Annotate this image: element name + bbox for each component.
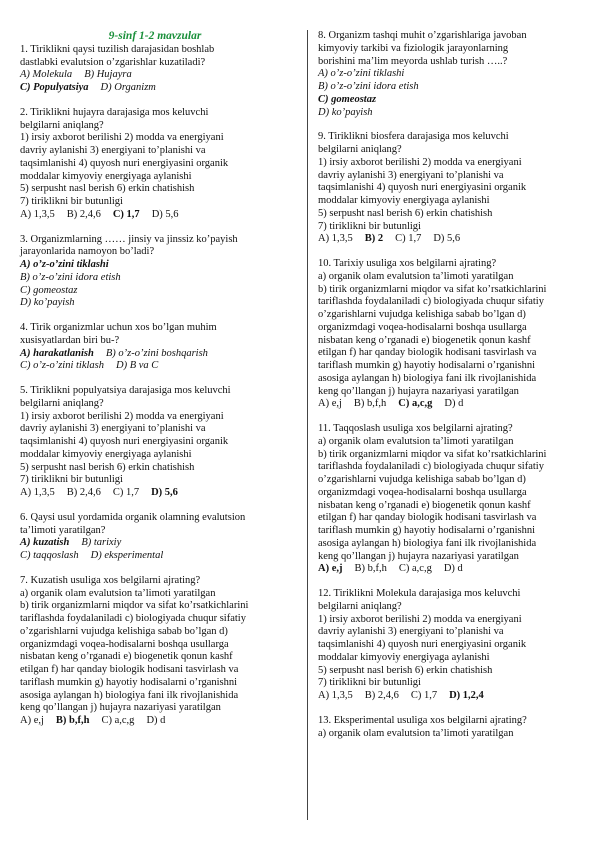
question-line: borishini ma’lim meyorda ushlab turish …..? [318, 55, 508, 67]
answer-options-row [20, 297, 290, 310]
question-line: taqsimlanishi 4) quyosh nuri energiyasini organik [20, 157, 229, 169]
question-line: keng qo’llangan j) hujayra nazariyasi yaratilgan [318, 550, 519, 562]
page-title: 9-sinf 1-2 mavzular [108, 30, 202, 42]
question-line: etilgan f) har qanday biologik hodisani tasvirlash va [20, 664, 239, 675]
answer-option: C) a,c,g [398, 563, 432, 575]
answer-option: D) B va C [116, 360, 159, 372]
answer-options-row [318, 94, 588, 107]
answer-option-correct: D) 1,2,4 [449, 690, 484, 701]
question-line: etilgan f) har qanday biologik hodisani tasvirlash va [318, 347, 537, 359]
question-line: b) tirik organizmlarni miqdor va sifat ko’rsatkichlarini [318, 283, 547, 295]
question-line: organizmdagi voqea-hodisalarni boshqa usullarga [318, 486, 527, 498]
question-line: etilgan f) har qanday biologik hodisani tasvirlash va [318, 512, 537, 524]
answer-option: B) 2,4,6 [364, 690, 399, 701]
answer-option: D) ko’payish [20, 297, 75, 309]
answer-option: C) 1,7 [395, 233, 422, 245]
question-text: 11. Taqqoslash usuliga xos belgilarni ajrating? [318, 423, 513, 434]
question-line: asosiga aylangan h) biologiya fani ilk rivojlanishida [318, 372, 537, 384]
question-line: kimyoviy tarkibi va fiziologik jarayonlarning [318, 42, 509, 54]
answer-options-row [20, 550, 290, 563]
answer-option: D) eksperimental [90, 550, 164, 561]
answer-option: D) d [443, 563, 463, 575]
answer-option-correct: D) 5,6 [151, 487, 178, 498]
answer-options-row [318, 690, 588, 703]
question-block [318, 588, 588, 703]
question-text: 1. Tiriklikni qaysi tuzilish darajasidan boshlab [20, 43, 215, 55]
question-block [20, 512, 290, 563]
answer-option: D) ko’payish [318, 106, 373, 118]
question-line: belgilarni aniqlang? [318, 600, 402, 612]
question-text: 4. Tirik organizmlar uchun xos bo’lgan muhim [20, 322, 217, 333]
question-line: b) tirik organizmlarni miqdor va sifat ko’rsatkichlarini [20, 600, 249, 612]
question-line: o’zgarishlarni vujudga kelishiga sabab bo’lgan d) [318, 309, 526, 320]
answer-option: B) tarixiy [81, 537, 122, 549]
question-line: taqsimlanishi 4) quyosh nuri energiyasini organik [20, 436, 229, 447]
question-line: tariflash mumkin g) hayotiy hodisalarni o’rganishni [318, 525, 536, 536]
question-line: 5) serpusht nasl berish 6) erkin chatishish [20, 183, 195, 195]
question-text: 8. Organizm tashqi muhit o’zgarishlariga javoban [318, 30, 527, 41]
answer-option: A) 1,3,5 [20, 487, 55, 498]
answer-options-row [318, 563, 588, 576]
question-text: 13. Eksperimental usuliga xos belgilarni ajrating? [318, 714, 527, 726]
answer-option: C) 1,7 [112, 487, 140, 498]
question-line: moddalar kimyoviy energiyaga aylanishi [318, 195, 490, 206]
question-line: xusisyatlardan biri bu-? [20, 334, 120, 346]
answer-option-correct: A) harakatlanish [20, 347, 94, 359]
question-line: b) tirik organizmlarni miqdor va sifat ko’rsatkichlarini [318, 448, 547, 460]
answer-option: B) o’z-o’zini idora etish [318, 81, 419, 92]
answer-option: C) a,c,g [101, 715, 135, 726]
question-line: tariflashda foydalaniladi c) biologiyada chuqur sifatiy [318, 461, 544, 473]
question-block [20, 322, 290, 373]
question-line: tariflashda foydalaniladi c) biologiyada chuqur sifatiy [318, 296, 544, 308]
question-block [318, 715, 588, 741]
question-text: 7. Kuzatish usuliga xos belgilarni ajrating? [20, 574, 201, 586]
answer-option: A) Molekula [20, 69, 73, 81]
question-line: ta’limoti yaratilgan? [20, 524, 106, 536]
question-line: a) organik olam evalutsion ta’limoti yaratilgan [318, 270, 514, 282]
answer-option: A) 1,3,5 [20, 208, 55, 220]
answer-option: C) gomeostaz [20, 284, 78, 296]
question-text: 6. Qaysi usul yordamida organik olamning evalutsion [20, 511, 246, 523]
question-line: tariflashda foydalaniladi c) biologiyada chuqur sifatiy [20, 613, 246, 624]
answer-options-row [20, 69, 290, 82]
left-column [20, 30, 290, 740]
answer-options-row [20, 348, 290, 361]
question-line: 1) irsiy axborot berilishi 2) modda va energiyani [20, 410, 224, 422]
question-text: 12. Tiriklikni Molekula darajasiga mos keluvchi [318, 588, 521, 599]
question-line: 5) serpusht nasl berish 6) erkin chatishish [20, 461, 195, 473]
question-line: o’zgarishlarni vujudga kelishiga sabab bo’lgan d) [318, 474, 526, 485]
answer-option-correct: C) gomeostaz [318, 93, 377, 105]
answer-option: B) b,f,h [354, 563, 387, 575]
answer-options-row [20, 360, 290, 373]
answer-option-correct: C) 1,7 [112, 208, 140, 220]
answer-option: B) Hujayra [84, 69, 132, 81]
answer-options-row [20, 259, 290, 272]
question-line: asosiga aylangan h) biologiya fani ilk rivojlanishida [318, 537, 537, 549]
answer-option: B) o’z-o’zini idora etish [20, 271, 121, 283]
question-line: keng qo’llangan j) hujayra nazariyasi yaratilgan [318, 385, 519, 397]
question-line: belgilarni aniqlang? [318, 144, 402, 155]
answer-option-correct: C) a,c,g [398, 398, 433, 410]
question-line: 7) tiriklikni bir butunligi [20, 196, 123, 207]
answer-option-correct: C) Populyatsiya [20, 82, 89, 93]
answer-option: A) 1,3,5 [318, 233, 353, 245]
question-line: tariflash mumkin g) hayotiy hodisalarni o’rganishni [20, 676, 238, 688]
answer-option-correct: A) o’z-o’zini tiklashi [20, 259, 109, 270]
question-line: moddalar kimyoviy energiyaga aylanishi [20, 170, 192, 182]
question-block [318, 30, 588, 119]
answer-option: A) o’z-o’zini tiklashi [318, 68, 405, 80]
question-block [20, 234, 290, 311]
question-line: a) organik olam evalutsion ta’limoti yaratilgan [20, 587, 216, 599]
question-line: nisbatan keng o’rganadi e) biogenetik qonun kashf [20, 651, 233, 663]
column-divider [307, 30, 308, 820]
answer-options-row [318, 233, 588, 246]
question-line: asosiga aylangan h) biologiya fani ilk rivojlanishida [20, 689, 239, 701]
answer-option: D) d [444, 398, 464, 410]
question-line: moddalar kimyoviy energiyaga aylanishi [318, 651, 490, 663]
question-line: tariflash mumkin g) hayotiy hodisalarni o’rganishni [318, 360, 536, 371]
answer-options-row [318, 68, 588, 81]
question-text: 2. Tiriklikni hujayra darajasiga mos keluvchi [20, 106, 209, 118]
question-line: nisbatan keng o’rganadi e) biogenetik qonun kashf [318, 334, 531, 346]
answer-option: A) e,j [318, 398, 342, 410]
answer-options-row [20, 82, 290, 95]
question-line: 1) irsiy axborot berilishi 2) modda va energiyani [318, 613, 522, 625]
answer-option: B) 2,4,6 [66, 487, 101, 498]
question-block [20, 575, 290, 728]
question-line: 5) serpusht nasl berish 6) erkin chatishish [318, 207, 493, 219]
answer-options-row [318, 398, 588, 411]
answer-option: D) 5,6 [433, 233, 461, 245]
answer-option-correct: B) 2 [364, 233, 384, 245]
answer-option: C) 1,7 [410, 690, 438, 701]
question-text: 10. Tarixiy usuliga xos belgilarni ajrating? [318, 258, 497, 269]
question-line: 1) irsiy axborot berilishi 2) modda va energiyani [20, 132, 224, 144]
question-line: davriy aylanishi 3) energiyani to’planishi va [20, 423, 206, 435]
answer-option: D) 5,6 [151, 208, 179, 220]
question-block [318, 423, 588, 576]
answer-option: A) 1,3,5 [318, 690, 353, 701]
question-line: organizmdagi voqea-hodisalarni boshqa usullarga [20, 638, 229, 650]
question-line: belgilarni aniqlang? [20, 119, 104, 131]
answer-option: B) b,f,h [353, 398, 387, 410]
question-line: keng qo’llangan j) hujayra nazariyasi yaratilgan [20, 702, 221, 714]
question-line: davriy aylanishi 3) energiyani to’planishi va [318, 169, 504, 181]
answer-option-correct: A) kuzatish [20, 537, 70, 549]
answer-option: C) o’z-o’zini tiklash [20, 360, 104, 372]
question-block [318, 131, 588, 246]
answer-option: B) 2,4,6 [66, 208, 101, 220]
answer-options-row [20, 272, 290, 285]
answer-options-row [20, 537, 290, 550]
question-text: 5. Tiriklikni populyatsiya darajasiga mos keluvchi [20, 385, 231, 396]
question-line: 1) irsiy axborot berilishi 2) modda va energiyani [318, 156, 522, 168]
answer-option: B) o’z-o’zini boshqarish [105, 347, 208, 359]
question-line: 7) tiriklikni bir butunligi [20, 474, 123, 486]
answer-options-row [318, 107, 588, 120]
answer-options-row [20, 285, 290, 298]
answer-option: D) Organizm [100, 82, 156, 93]
question-line: taqsimlanishi 4) quyosh nuri energiyasini organik [318, 182, 527, 194]
answer-option: D) d [146, 715, 166, 726]
answer-options-row [318, 81, 588, 94]
question-line: davriy aylanishi 3) energiyani to’planishi va [20, 145, 206, 156]
question-line: taqsimlanishi 4) quyosh nuri energiyasini organik [318, 639, 527, 650]
question-block [20, 385, 290, 500]
answer-option-correct: B) b,f,h [55, 715, 90, 726]
question-line: davriy aylanishi 3) energiyani to’planishi va [318, 626, 504, 638]
answer-options-row [20, 209, 290, 222]
question-line: jarayonlarida namoyon bo’ladi? [20, 246, 155, 258]
question-line: organizmdagi voqea-hodisalarni boshqa usullarga [318, 321, 527, 333]
answer-options-row [20, 715, 290, 728]
answer-options-row [20, 487, 290, 500]
answer-option: A) e,j [20, 715, 44, 726]
right-column [318, 30, 588, 752]
question-block [20, 107, 290, 222]
question-line: 7) tiriklikni bir butunligi [318, 220, 421, 232]
question-line: belgilarni aniqlang? [20, 397, 104, 409]
question-text: 9. Tiriklikni biosfera darajasiga mos keluvchi [318, 131, 509, 143]
answer-option: C) taqqoslash [20, 550, 79, 561]
question-block [20, 44, 290, 95]
question-block [318, 258, 588, 411]
question-line: nisbatan keng o’rganadi e) biogenetik qonun kashf [318, 499, 531, 511]
question-line: 5) serpusht nasl berish 6) erkin chatishish [318, 664, 493, 676]
question-text: 3. Organizmlarning …… jinsiy va jinssiz ko’payish [20, 233, 238, 245]
question-line: 7) tiriklikni bir butunligi [318, 677, 421, 689]
question-line: moddalar kimyoviy energiyaga aylanishi [20, 448, 192, 460]
question-line: a) organik olam evalutsion ta’limoti yaratilgan [318, 727, 514, 739]
question-line: dastlabki evalutsion o’zgarishlar kuzatiladi? [20, 56, 206, 68]
answer-option-correct: A) e,j [318, 563, 343, 575]
question-line: o’zgarishlarni vujudga kelishiga sabab bo’lgan d) [20, 625, 228, 637]
question-line: a) organik olam evalutsion ta’limoti yaratilgan [318, 435, 514, 447]
